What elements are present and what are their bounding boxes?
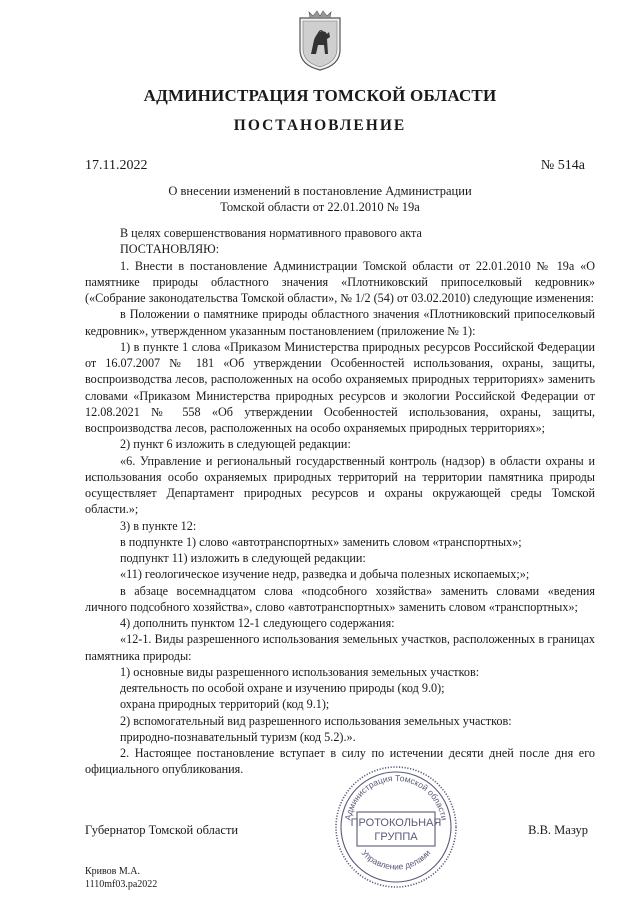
organization-name: АДМИНИСТРАЦИЯ ТОМСКОЙ ОБЛАСТИ	[143, 86, 497, 105]
body-paragraph: в Положении о памятнике природы областного значения «Плотниковский припоселковый кедровник», утвержденном указанным постановлением (приложение № 1):	[85, 307, 595, 338]
signatory-name: В.В. Мазур	[528, 823, 588, 837]
body-paragraph: деятельность по особой охране и изучению природы (код 9.0);	[120, 681, 445, 695]
body-paragraph: 2) пункт 6 изложить в следующей редакции:	[120, 437, 351, 452]
body-paragraph: 2. Настоящее постановление вступает в силу по истечении десяти дней после дня его официального опубликования.	[85, 746, 595, 777]
body-paragraph: 4) дополнить пунктом 12-1 следующего содержания:	[120, 616, 395, 630]
body-paragraph: «12-1. Виды разрешенного использования земельных участков, расположенных в границах памятника природы:	[85, 632, 595, 663]
body-paragraph: 1) в пункте 1 слова «Приказом Министерства природных ресурсов Российской Федерации от 16.07.2007 № 181 «Об утверждении Особенностей использования, охраны, защиты, воспроизводства лесов, расположенных на особо охраняемых природных территориях» заменить словами «Приказом Министерства природных ресурсов и экологии Российской Федерации от 12.08.2021 № 558 «Об утверждении Особенностей использования, охраны, защиты, воспроизводства лесов, расположенных на особо охраняемых природных территориях»;	[85, 339, 595, 435]
author-name: Кривов М.А.	[85, 866, 141, 877]
body-paragraph: «6. Управление и региональный государственный контроль (надзор) в области охраны и использования особо охраняемых природных территорий на территории памятника природы осуществляет Департамент природных ресурсов и охраны окружающей среды Томской области.»;	[85, 453, 595, 517]
body-paragraph: «11) геологическое изучение недр, разведка и добыча полезных ископаемых;»;	[120, 567, 530, 582]
body-paragraph: в абзаце восемнадцатом слова «подсобного хозяйства» заменить словами «ведения личного подсобного хозяйства», слово «автотранспортных» заменить словом «транспортных»;	[85, 583, 595, 614]
document-subject	[0, 183, 640, 215]
document-body	[85, 225, 595, 778]
stamp-line-1: ПРОТОКОЛЬНАЯ	[350, 817, 442, 829]
stamp-bottom-text: Управление делами	[359, 847, 433, 872]
tomsk-region-coat-of-arms-icon	[297, 10, 343, 72]
document-footer	[85, 865, 157, 891]
body-paragraph: природно-познавательный туризм (код 5.2).».	[120, 729, 356, 744]
subject-line-2: Томской области от 22.01.2010 № 19а	[220, 200, 420, 214]
body-paragraph: 2) вспомогательный вид разрешенного использования земельных участков:	[120, 713, 512, 728]
document-type: ПОСТАНОВЛЕНИЕ	[233, 117, 407, 134]
body-paragraph: охрана природных территорий (код 9.1);	[120, 697, 330, 712]
body-paragraph: подпункт 11) изложить в следующей редакции:	[120, 551, 366, 565]
body-paragraph: 1. Внести в постановление Администрации Томской области от 22.01.2010 № 19а «О памятнике природы областного значения «Плотниковский припоселковый кедровник» («Собрание законодательства Томской области», № 1/2 (54) от 03.02.2010) следующие изменения:	[85, 258, 595, 305]
signatory-title: Губернатор Томской области	[85, 823, 239, 837]
document-code: 1110mf03.ра2022	[85, 879, 158, 890]
body-paragraph: 1) основные виды разрешенного использования земельных участков:	[120, 664, 480, 679]
body-paragraph: 3) в пункте 12:	[120, 518, 197, 533]
stamp-outer-text: Администрация Томской области	[342, 772, 450, 822]
body-paragraph: В целях совершенствования нормативного правового акта	[120, 226, 422, 240]
document-number: № 514а	[540, 158, 585, 173]
body-paragraph: в подпункте 1) слово «автотранспортных» заменить словом «транспортных»;	[120, 534, 522, 549]
official-stamp	[333, 764, 459, 890]
resolution-keyword: ПОСТАНОВЛЯЮ:	[120, 242, 220, 257]
subject-line-1: О внесении изменений в постановление Администрации	[168, 184, 472, 198]
stamp-line-2: ГРУППА	[374, 831, 418, 843]
document-date: 17.11.2022	[85, 158, 148, 173]
